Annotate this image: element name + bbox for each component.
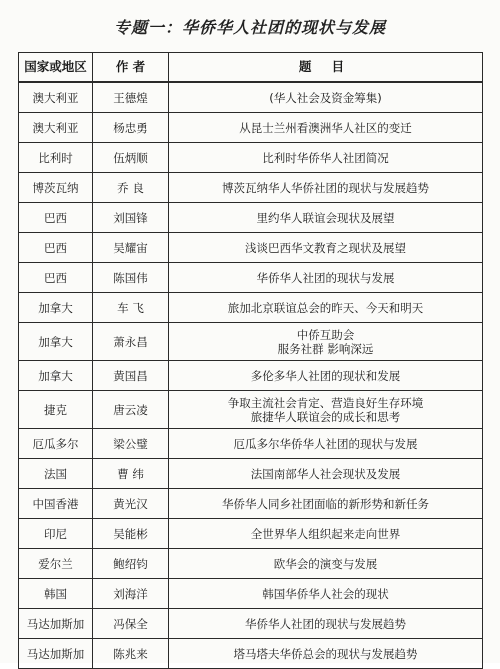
cell-author: 伍炳顺 xyxy=(93,143,169,173)
cell-author: 陈国伟 xyxy=(93,263,169,293)
header-country: 国家或地区 xyxy=(19,53,93,83)
header-row xyxy=(19,53,483,83)
topic-line: 厄瓜多尔华侨华人社团的现状与发展 xyxy=(233,436,418,451)
cell-topic xyxy=(169,549,483,579)
topic-line: 华侨华人同乡社团面临的新形势和新任务 xyxy=(222,496,429,511)
cell-author: 曹 纬 xyxy=(93,459,169,489)
topic-line: 旅加北京联谊总会的昨天、今天和明天 xyxy=(227,300,424,315)
topic-line: 多伦多华人社团的现状和发展 xyxy=(250,368,401,383)
cell-country: 印尼 xyxy=(19,519,93,549)
cell-author: 冯保全 xyxy=(93,609,169,639)
table-row xyxy=(19,489,483,519)
table-row xyxy=(19,429,483,459)
cell-country: 加拿大 xyxy=(19,293,93,323)
cell-author: 鲍绍钧 xyxy=(93,549,169,579)
topic-line: 从昆士兰州看澳洲华人社区的变迁 xyxy=(239,120,412,135)
cell-topic xyxy=(169,459,483,489)
table-row xyxy=(19,609,483,639)
topic-line: 华侨华人社团的现状与发展趋势 xyxy=(245,616,406,631)
cell-country: 爱尔兰 xyxy=(19,549,93,579)
topic-line: 博茨瓦纳华人华侨社团的现状与发展趋势 xyxy=(222,180,429,195)
table-row xyxy=(19,143,483,173)
document-title: 专题一：华侨华人社团的现状与发展 xyxy=(113,18,386,37)
cell-author: 吴耀宙 xyxy=(93,233,169,263)
table-body xyxy=(19,82,483,669)
cell-topic xyxy=(169,609,483,639)
cell-topic xyxy=(169,82,483,113)
table-row xyxy=(19,82,483,113)
topic-line: 里约华人联谊会现状及展望 xyxy=(256,210,395,225)
cell-topic xyxy=(169,391,483,429)
cell-country: 马达加斯加 xyxy=(19,609,93,639)
cell-author: 唐云凌 xyxy=(93,391,169,429)
cell-topic xyxy=(169,263,483,293)
cell-topic xyxy=(169,293,483,323)
cell-topic xyxy=(169,173,483,203)
cell-country: 捷克 xyxy=(19,391,93,429)
topic-line: 欧华会的演变与发展 xyxy=(273,556,378,571)
table-row xyxy=(19,293,483,323)
table-row xyxy=(19,113,483,143)
topic-line: 中侨互助会 xyxy=(296,327,355,342)
cell-topic xyxy=(169,361,483,391)
cell-country: 加拿大 xyxy=(19,361,93,391)
cell-topic xyxy=(169,639,483,669)
topic-line: (华人社会及资金筹集) xyxy=(269,90,382,105)
cell-country: 澳大利亚 xyxy=(19,113,93,143)
cell-author: 乔 良 xyxy=(93,173,169,203)
cell-author: 王德煌 xyxy=(93,82,169,113)
topic-line: 旅捷华人联谊会的成长和思考 xyxy=(250,409,401,424)
cell-author: 梁公璧 xyxy=(93,429,169,459)
table-row xyxy=(19,639,483,669)
topic-line: 韩国华侨华人社会的现状 xyxy=(262,586,389,601)
table-row xyxy=(19,549,483,579)
paper-list-table xyxy=(18,52,483,669)
table-row xyxy=(19,361,483,391)
cell-country: 马达加斯加 xyxy=(19,639,93,669)
cell-topic xyxy=(169,489,483,519)
cell-topic xyxy=(169,143,483,173)
cell-country: 中国香港 xyxy=(19,489,93,519)
topic-line: 塔马塔夫华侨总会的现状与发展趋势 xyxy=(233,646,418,661)
cell-author: 萧永昌 xyxy=(93,323,169,361)
cell-topic xyxy=(169,113,483,143)
cell-country: 巴西 xyxy=(19,203,93,233)
table-row xyxy=(19,391,483,429)
table-row xyxy=(19,233,483,263)
cell-country: 韩国 xyxy=(19,579,93,609)
cell-country: 法国 xyxy=(19,459,93,489)
header-topic: 题 目 xyxy=(169,53,483,83)
topic-line: 法国南部华人社会现状及发展 xyxy=(250,466,401,481)
cell-author: 刘国锋 xyxy=(93,203,169,233)
cell-country: 比利时 xyxy=(19,143,93,173)
table-row xyxy=(19,519,483,549)
table-row xyxy=(19,203,483,233)
cell-topic xyxy=(169,203,483,233)
topic-line: 全世界华人组织起来走向世界 xyxy=(250,526,401,541)
table-row xyxy=(19,323,483,361)
topic-line: 浅谈巴西华文教育之现状及展望 xyxy=(245,240,406,255)
cell-author: 陈兆来 xyxy=(93,639,169,669)
topic-line: 争取主流社会肯定、营造良好生存环境 xyxy=(227,395,424,410)
cell-country: 巴西 xyxy=(19,233,93,263)
table-row xyxy=(19,173,483,203)
cell-country: 加拿大 xyxy=(19,323,93,361)
cell-topic xyxy=(169,429,483,459)
cell-author: 黄国昌 xyxy=(93,361,169,391)
topic-line: 比利时华侨华人社团简况 xyxy=(262,150,389,165)
table-row xyxy=(19,263,483,293)
cell-topic xyxy=(169,323,483,361)
cell-country: 博茨瓦纳 xyxy=(19,173,93,203)
cell-topic xyxy=(169,519,483,549)
cell-author: 车 飞 xyxy=(93,293,169,323)
cell-topic xyxy=(169,233,483,263)
table-row xyxy=(19,579,483,609)
topic-line: 服务社群 影响深远 xyxy=(277,341,374,356)
cell-topic xyxy=(169,579,483,609)
cell-country: 厄瓜多尔 xyxy=(19,429,93,459)
topic-line: 华侨华人社团的现状与发展 xyxy=(256,270,395,285)
table-row xyxy=(19,459,483,489)
header-author: 作 者 xyxy=(93,53,169,83)
cell-country: 澳大利亚 xyxy=(19,82,93,113)
cell-country: 巴西 xyxy=(19,263,93,293)
cell-author: 杨忠勇 xyxy=(93,113,169,143)
cell-author: 吴能彬 xyxy=(93,519,169,549)
cell-author: 刘海洋 xyxy=(93,579,169,609)
cell-author: 黄光汉 xyxy=(93,489,169,519)
